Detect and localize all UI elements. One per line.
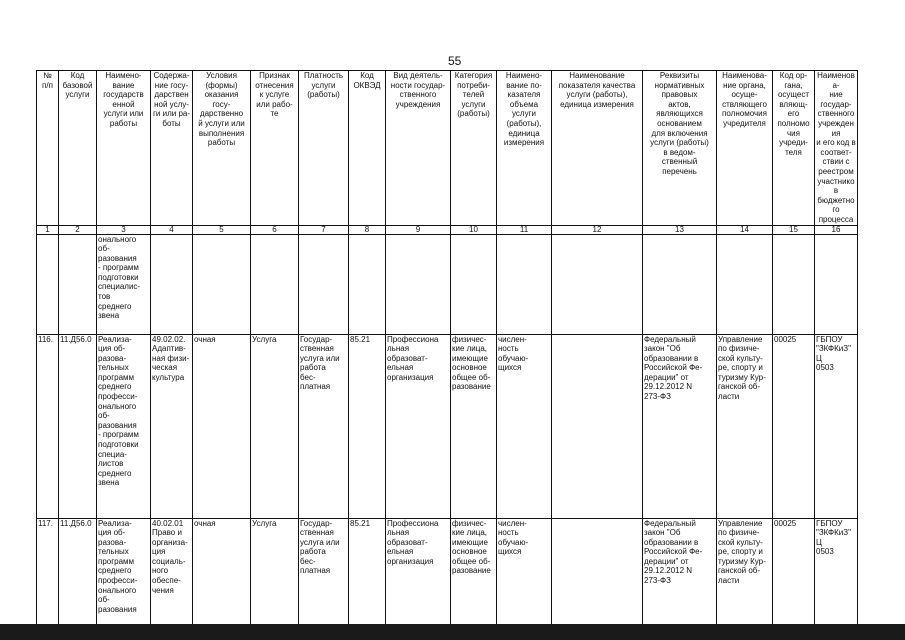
quality-indicator [552,518,643,626]
column-number: 14 [717,225,773,234]
table-cell [643,234,717,334]
header-cell: Код базовой услуги [59,71,97,226]
service-name: Реализа- ция об- разова- тельных программ среднего професси- онального об- разования [97,518,151,626]
header-cell: Категория потреби- телей услуги (работы) [451,71,497,226]
base-service-code: 11.Д56.0 [59,518,97,626]
consumer-category: физичес- кие лица, имеющие основное общее об- разование [451,334,497,518]
institution-name: ГБПОУ "ЗКФКиЗ" Ц 0503 [815,518,858,626]
activity-type: Профессиона льная образоват- ельная организация [386,334,451,518]
row-number: 116. [37,334,59,518]
table-cell [451,234,497,334]
header-cell: Код ОКВЭД [349,71,386,226]
legal-basis: Федеральный закон "Об образовании в Российской Фе- дерации" от 29.12.2012 N 273-ФЗ [643,518,717,626]
service-content: 49.02.02. Адаптив- ная физи- ческая культура [151,334,193,518]
header-cell: Наимено- вание по- казателя объема услуги (работы), единица измерения [497,71,552,226]
header-cell: Платность услуги (работы) [299,71,349,226]
service-content: 40.02.01 Право и организа- ция социаль- ного обеспе- чения [151,518,193,626]
column-number: 8 [349,225,386,234]
scan-edge-band [0,624,905,640]
institution-name: ГБПОУ "ЗКФКиЗ" Ц 0503 [815,334,858,518]
services-registry-table [36,70,858,627]
activity-type: Профессиона льная образоват- ельная организация [386,518,451,626]
table-cell: онального об- разования - программ подготовки специалис- тов среднего звена [97,234,151,334]
column-number: 16 [815,225,858,234]
column-number: 1 [37,225,59,234]
column-number: 2 [59,225,97,234]
table-cell [552,234,643,334]
service-type: Услуга [251,334,299,518]
authority-code: 00025 [773,518,815,626]
header-cell: Наимено- вание государств енной услуги или работы [97,71,151,226]
page-number: 55 [448,54,462,68]
column-number: 10 [451,225,497,234]
header-row [37,71,858,226]
table-cell [37,234,59,334]
column-number: 5 [193,225,251,234]
column-number: 7 [299,225,349,234]
column-number: 11 [497,225,552,234]
service-type: Услуга [251,518,299,626]
table-cell [773,234,815,334]
column-number: 12 [552,225,643,234]
header-cell: Реквизиты нормативных правовых актов, являющихся основанием для включения услуги (работы) в ведом- ственный перечень [643,71,717,226]
table-cell [193,234,251,334]
table-cell [59,234,97,334]
table-cell [717,234,773,334]
column-number: 9 [386,225,451,234]
header-cell: Содержа- ние госу- дарствен ной услу- ги или ра- боты [151,71,193,226]
header-cell: Признак отнесения к услуге или рабо- те [251,71,299,226]
okved-code: 85.21 [349,518,386,626]
table-cell [151,234,193,334]
column-number: 3 [97,225,151,234]
table-cell [386,234,451,334]
table-row [37,518,858,626]
table-cell [497,234,552,334]
base-service-code: 11.Д56.0 [59,334,97,518]
table-cell [251,234,299,334]
header-cell: Наименова- ние органа, осуще- ствляющего полномочия учредителя [717,71,773,226]
column-number: 6 [251,225,299,234]
header-cell: Наименование показателя качества услуги (работы), единица измерения [552,71,643,226]
header-cell: № п/п [37,71,59,226]
service-payment: Государ- ственная услуга или работа бес- платная [299,518,349,626]
header-cell: Вид деятель- ности государ- ственного учреждения [386,71,451,226]
quality-indicator [552,334,643,518]
header-cell: Наименова- ние государ- ственного учреждения и его код в соответ- ствии с реестром участников бюджетного процесса [816,71,856,224]
legal-basis: Федеральный закон "Об образовании в Российской Фе- дерации" от 29.12.2012 N 273-ФЗ [643,334,717,518]
table-row-continuation [37,234,858,334]
column-number: 13 [643,225,717,234]
table-cell [349,234,386,334]
service-form: очная [193,518,251,626]
column-number: 15 [773,225,815,234]
founder-authority: Управление по физиче- ской культу- ре, спорту и туризму Кур- ганской об- ласти [717,334,773,518]
consumer-category: физичес- кие лица, имеющие основное общее об- разование [451,518,497,626]
volume-indicator: числен- ность обучаю- щихся [497,334,552,518]
volume-indicator: числен- ность обучаю- щихся [497,518,552,626]
table-cell [815,234,858,334]
authority-code: 00025 [773,334,815,518]
founder-authority: Управление по физиче- ской культу- ре, спорту и туризму Кур- ганской об- ласти [717,518,773,626]
table-row [37,334,858,518]
okved-code: 85.21 [349,334,386,518]
column-number-row [37,225,858,234]
service-name: Реализа- ция об- разова- тельных программ среднего професси- онального об- разования - программ подготовки специа- листов среднего звена [97,334,151,518]
header-cell: Код ор- гана, осущест вляющ- его полномо чия учреди- теля [773,71,815,226]
service-payment: Государ- ственная услуга или работа бес- платная [299,334,349,518]
header-cell: Условия (формы) оказания госу- дарственно й услуги или выполнения работы [193,71,251,226]
row-number: 117. [37,518,59,626]
service-form: очная [193,334,251,518]
column-number: 4 [151,225,193,234]
table-cell [299,234,349,334]
